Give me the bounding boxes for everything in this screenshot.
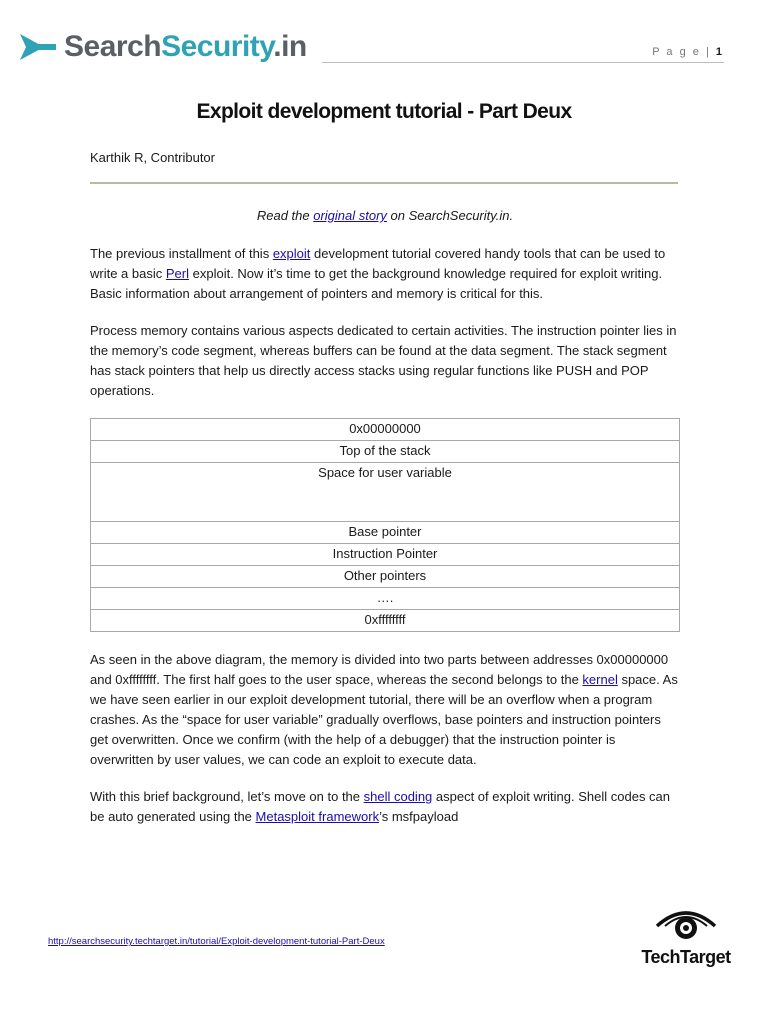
table-row: Space for user variable: [91, 463, 680, 522]
article-body: [90, 206, 680, 844]
paragraph-memory-explanation: As seen in the above diagram, the memory is divided into two parts between addresses 0x00000000 and 0xffffffff. The first half goes to the user space, whereas the second belongs to the kernel space. As we have seen earlier in our exploit development tutorial, there will be an overflow when a program crashes. As the “space for user variable” gradually overflows, base pointers and instruction pointers get overwritten. Once we confirm (with the help of a debugger) that the instruction pointer is overwritten by user values, we can code an exploit to execute data.: [90, 652, 678, 767]
shell-coding-link[interactable]: shell coding: [363, 789, 433, 804]
document-title: Exploit development tutorial - Part Deux: [196, 100, 572, 123]
paragraph-shell-coding: With this brief background, let’s move on to the shell coding aspect of exploit writing. Shell codes can be auto generated using the Metasploit framework’s msfpayload: [90, 789, 671, 824]
footer-source-link[interactable]: http://searchsecurity.techtarget.in/tutorial/Exploit-development-tutorial-Part-Deux: [48, 936, 385, 947]
table-row: Base pointer: [91, 522, 680, 544]
site-logo: [20, 30, 307, 64]
kernel-link[interactable]: kernel: [582, 672, 618, 687]
exploit-link[interactable]: exploit: [272, 246, 311, 261]
paragraph-process-memory: Process memory contains various aspects dedicated to certain activities. The instruction pointer lies in the memory’s code segment, whereas buffers can be found at the data segment. The stack segment has stack pointers that help us directly access stacks using regular functions like PUSH and POP operations.: [90, 323, 677, 398]
metasploit-link[interactable]: Metasploit framework: [255, 809, 380, 824]
author-line: Karthik R, Contributor: [90, 150, 215, 165]
memory-layout-table: [90, 418, 680, 632]
table-row: Instruction Pointer: [91, 544, 680, 566]
table-row: Other pointers: [91, 566, 680, 588]
original-story-link[interactable]: original story: [313, 208, 387, 223]
perl-link[interactable]: Perl: [165, 266, 189, 281]
techtarget-logo-text: TechTarget: [641, 947, 731, 967]
page-number: P a g e | 1: [652, 46, 722, 58]
read-original-line: Read the original story on SearchSecurity.in.: [256, 208, 514, 223]
eye-logo-icon: [655, 904, 717, 944]
site-logo-text: SearchSecurity.in: [64, 30, 307, 63]
title-divider: [90, 182, 678, 184]
header-divider: [322, 62, 724, 63]
table-row: Top of the stack: [91, 441, 680, 463]
table-row: 0xffffffff: [91, 610, 680, 632]
techtarget-logo: [640, 904, 732, 968]
table-row: 0x00000000: [91, 419, 680, 441]
paragraph-intro: The previous installment of this exploit development tutorial covered handy tools that can be used to write a basic Perl exploit. Now it’s time to get the background knowledge required for exploit writing. Basic information about arrangement of pointers and memory is critical for this.: [90, 246, 666, 301]
table-row: ….: [91, 588, 680, 610]
arrow-logo-icon: [20, 32, 58, 62]
